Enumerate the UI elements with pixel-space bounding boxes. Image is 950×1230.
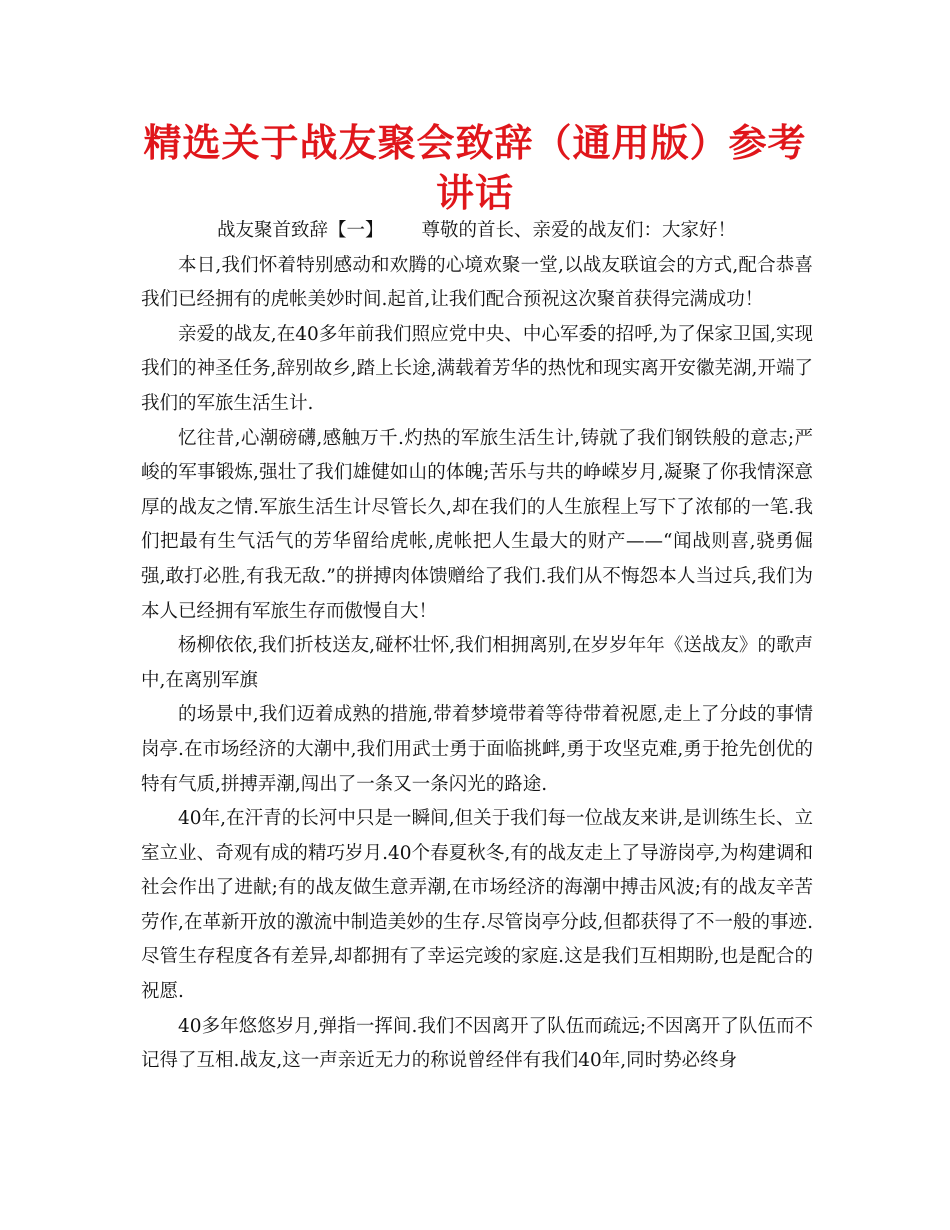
paragraph-3: 忆往昔,心潮磅礴,感触万千.灼热的军旅生活生计,铸就了我们钢铁般的意志;严峻的军事锻炼,强壮了我们雄健如山的体魄;苦乐与共的峥嵘岁月,凝聚了你我情深意厚的战友之情.军旅生活生计尽管长久,却在我们的人生旅程上写下了浓郁的一笔.我们把最有生气活气的芳华留给虎帐,虎帐把人生最大的财产——“闻战则喜,骁勇倔强,敢打必胜,有我无敌.”的拼搏肉体馈赠给了我们.我们从不悔怨本人当过兵,我们为本人已经拥有军旅生存而傲慢自大！ [141,427,813,622]
intro-line [141,214,813,249]
paragraph-1: 本日,我们怀着特别感动和欢腾的心境欢聚一堂,以战友联谊会的方式,配合恭喜我们已经拥有的虎帐美妙时间.起首,让我们配合预祝这次聚首获得完满成功！ [141,254,813,311]
greeting-text: 尊敬的首长、亲爱的战友们：大家好！ [421,220,737,241]
paragraph-5: 的场景中,我们迈着成熟的措施,带着梦境带着等待带着祝愿,走上了分歧的事情岗亭.在市场经济的大潮中,我们用武士勇于面临挑衅,勇于攻坚克难,勇于抢先创优的特有气质,拼搏弄潮,闯出了一条又一条闪光的路途. [141,704,813,795]
document-title: 精选关于战友聚会致辞（通用版）参考讲话 [143,121,807,215]
intro-label: 战友聚首致辞【一】 [217,220,384,241]
paragraph-6: 40年,在汗青的长河中只是一瞬间,但关于我们每一位战友来讲,是训练生长、立室立业、奇观有成的精巧岁月.40个春夏秋冬,有的战友走上了导游岗亭,为构建调和社会作出了进献;有的战友做生意弄潮,在市场经济的海潮中搏击风波;有的战友辛苦劳作,在革新开放的激流中制造美妙的生存.尽管岗亭分歧,但都获得了不一般的事迹.尽管生存程度各有差异,却都拥有了幸运完竣的家庭.这是我们互相期盼,也是配合的祝愿. [141,808,813,1003]
paragraph-4: 杨柳依依,我们折枝送友,碰杯壮怀,我们相拥离别,在岁岁年年《送战友》的歌声中,在离别军旗 [141,635,813,691]
document-body [141,214,813,1079]
paragraph-7: 40多年悠悠岁月,弹指一挥间.我们不因离开了队伍而疏远;不因离开了队伍而不记得了互相.战友,这一声亲近无力的称说曾经伴有我们40年,同时势必终身 [141,1015,813,1072]
paragraph-2: 亲爱的战友,在40多年前我们照应党中央、中心军委的招呼,为了保家卫国,实现我们的神圣任务,辞别故乡,踏上长途,满载着芳华的热忱和现实离开安徽芜湖,开端了我们的军旅生活生计. [141,323,813,414]
